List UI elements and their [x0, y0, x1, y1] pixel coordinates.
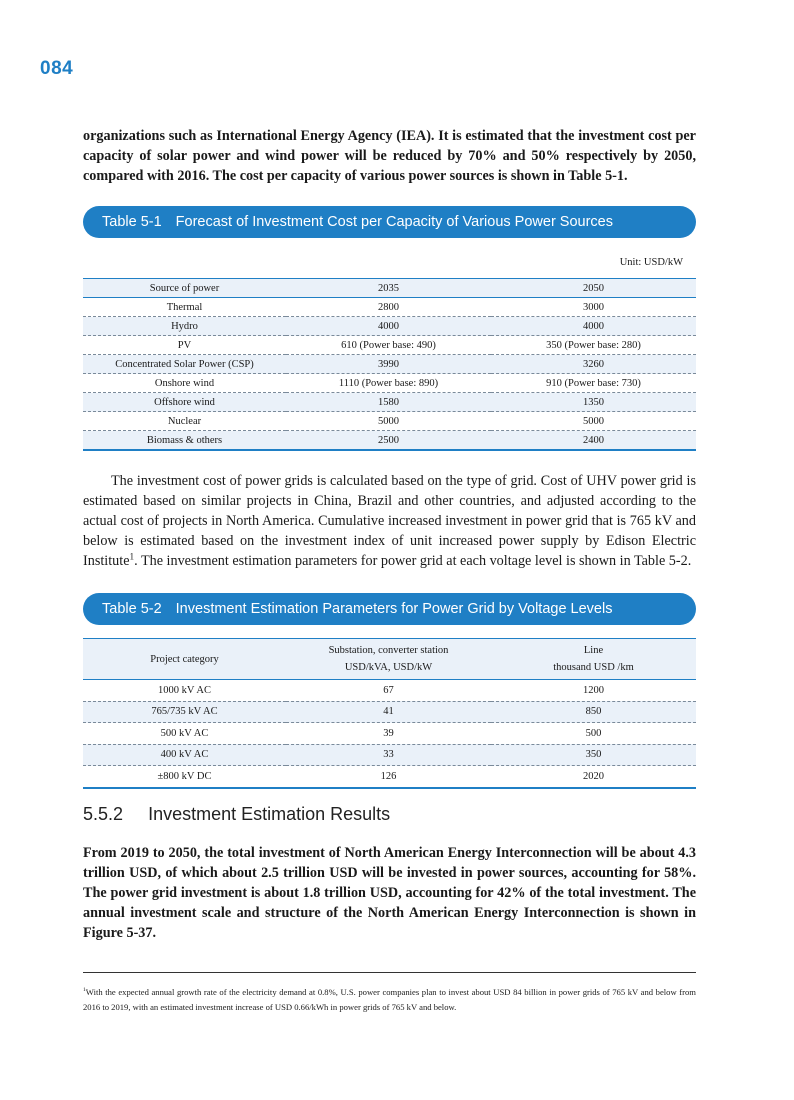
table-row	[83, 374, 696, 393]
table-cell: 500 kV AC	[83, 723, 286, 745]
footnote-text: With the expected annual growth rate of the electricity demand at 0.8%, U.S. power companies plan to invest about USD 84 billion in power grids of 765 kV and below from 2016 to 2019, with an estimated investment increase of USD 0.66/kWh in power grids of 765 kV and below.	[83, 987, 696, 1012]
table-cell: 4000	[286, 317, 491, 336]
header-line: thousand USD /km	[553, 662, 634, 673]
table-row	[83, 298, 696, 317]
table-cell: 39	[286, 723, 491, 745]
header-line: Line	[583, 645, 604, 656]
table-2-title: Investment Estimation Parameters for Power Grid by Voltage Levels	[175, 601, 613, 617]
table-cell: Biomass & others	[83, 431, 286, 451]
table-cell: 41	[286, 701, 491, 723]
table-row	[83, 317, 696, 336]
section-heading	[83, 804, 390, 825]
section-title: Investment Estimation Results	[148, 804, 391, 824]
table-2-caption	[83, 593, 696, 625]
header-cell: 2050	[491, 279, 696, 298]
paragraph-text: The investment cost of power grids is calculated based on the type of grid. Cost of UHV power grid is estimated based on similar projects in China, Brazil and other countries, and adjusted according to the actual cost of projects in North America. Cumulative increased investment in power grid that is 765 kV and below is estimated based on the investment index of unit increased power supply by Edison Electric Institute	[83, 473, 696, 569]
table-cell: 2800	[286, 298, 491, 317]
table-cell: 400 kV AC	[83, 744, 286, 766]
table-header-row	[83, 279, 696, 298]
header-line: USD/kVA, USD/kW	[344, 662, 433, 673]
header-cell: 2035	[286, 279, 491, 298]
header-cell	[491, 639, 696, 680]
table-1-caption	[83, 206, 696, 238]
table-cell: 1200	[491, 680, 696, 702]
table-cell: Onshore wind	[83, 374, 286, 393]
table-cell: 2020	[491, 766, 696, 788]
table-cell: Concentrated Solar Power (CSP)	[83, 355, 286, 374]
table-1-number: Table 5-1	[102, 214, 162, 230]
table-row	[83, 723, 696, 745]
table-cell: 3000	[491, 298, 696, 317]
table-1-title: Forecast of Investment Cost per Capacity of Various Power Sources	[175, 214, 613, 230]
table-cell: 67	[286, 680, 491, 702]
table-header-row	[83, 639, 696, 680]
table-row	[83, 393, 696, 412]
table-cell: 350 (Power base: 280)	[491, 336, 696, 355]
table-cell: ±800 kV DC	[83, 766, 286, 788]
table-row	[83, 766, 696, 788]
table-1	[83, 278, 696, 451]
paragraph-text: . The investment estimation parameters for power grid at each voltage level is shown in Table 5-2.	[134, 553, 692, 569]
table-row	[83, 355, 696, 374]
table-2-number: Table 5-2	[102, 601, 162, 617]
table-row	[83, 744, 696, 766]
footnote-reference: 1	[129, 551, 135, 562]
table-cell: 1000 kV AC	[83, 680, 286, 702]
table-cell: 126	[286, 766, 491, 788]
table-cell: Nuclear	[83, 412, 286, 431]
grid-cost-paragraph-block	[83, 471, 696, 571]
footnote-mark: 1	[83, 987, 86, 994]
table-row	[83, 701, 696, 723]
table-cell: 5000	[286, 412, 491, 431]
table-cell: PV	[83, 336, 286, 355]
table-cell: 850	[491, 701, 696, 723]
section-number: 5.5.2	[83, 804, 124, 824]
table-row	[83, 412, 696, 431]
table-cell: Offshore wind	[83, 393, 286, 412]
table-cell: 610 (Power base: 490)	[286, 336, 491, 355]
header-line: Substation, converter station	[328, 645, 449, 656]
table-cell: 33	[286, 744, 491, 766]
table-cell: 2500	[286, 431, 491, 451]
header-cell: Project category	[83, 639, 286, 680]
page-number: 084	[40, 58, 74, 79]
table-2	[83, 638, 696, 789]
table-cell: 910 (Power base: 730)	[491, 374, 696, 393]
table-cell: 1350	[491, 393, 696, 412]
table-cell: 3990	[286, 355, 491, 374]
table-cell: 2400	[491, 431, 696, 451]
table-cell: 500	[491, 723, 696, 745]
table-1-unit: Unit: USD/kW	[619, 257, 683, 268]
table-row	[83, 336, 696, 355]
table-cell: 3260	[491, 355, 696, 374]
table-cell: 1110 (Power base: 890)	[286, 374, 491, 393]
results-paragraph: From 2019 to 2050, the total investment of North American Energy Interconnection will be about 4.3 trillion USD, of which about 2.5 trillion USD will be invested in power sources, accounting for 58%. The power grid investment is about 1.8 trillion USD, accounting for 42% of the total investment. The annual investment scale and structure of the North American Energy Interconnection is shown in Figure 5-37.	[83, 845, 696, 941]
header-cell	[286, 639, 491, 680]
header-cell: Source of power	[83, 279, 286, 298]
table-cell: 765/735 kV AC	[83, 701, 286, 723]
footnote	[83, 985, 696, 1015]
table-cell: Hydro	[83, 317, 286, 336]
table-cell: 4000	[491, 317, 696, 336]
table-row	[83, 680, 696, 702]
table-row	[83, 431, 696, 451]
footnote-divider	[83, 972, 696, 973]
table-cell: 1580	[286, 393, 491, 412]
table-cell: 350	[491, 744, 696, 766]
grid-cost-paragraph	[83, 471, 696, 571]
table-cell: Thermal	[83, 298, 286, 317]
results-paragraph-block	[83, 843, 696, 943]
intro-paragraph: organizations such as International Energy Agency (IEA). It is estimated that the investment cost per capacity of solar power and wind power will be reduced by 70% and 50% respectively by 2050, compared with 2016. The cost per capacity of various power sources is shown in Table 5-1.	[83, 128, 696, 184]
intro-paragraph-block	[83, 126, 696, 186]
table-cell: 5000	[491, 412, 696, 431]
